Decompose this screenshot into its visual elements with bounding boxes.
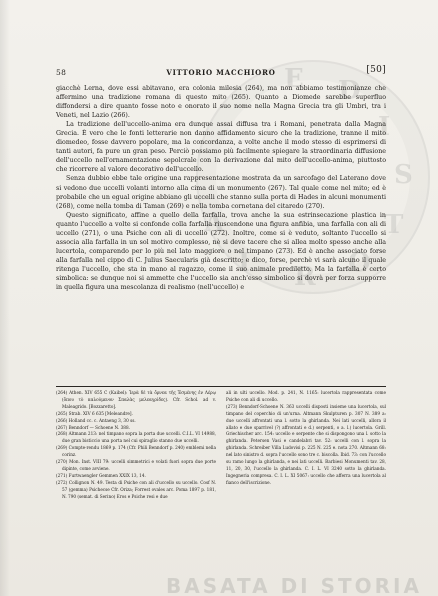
footnotes-right-column: [226, 390, 386, 501]
footnote: (265) Strab. XIV 6 635 [Meleandre].: [56, 410, 133, 416]
footnote: ali in ulti uccello. Mod. p. 241, N. 1165: lucertola rappresentata come Psiche con ali di uccello.: [226, 390, 386, 402]
footnote: (273) Benndorf-Schoene N. 363 uccelli disposti insieme una lucertola, sul timpano del coperchio di un'urna. Altmann Skulpturen p. 307 N. 389 a: due uccelli affrontati una l. sotto la ghirlanda. Nei lati uccelli, allora il allato e due sparrivel (?) affrontati e d.) serpenti, o a. l.) lucertola. Grill. Griechischer arc. 154: uccello e serpente che si dispongono una l. sotto la ghirlanda. Petersen Vasi e candelabri tav. 52: uccelli con l. sopra la ghirlanda. Schreiber Villa Ludovisi p. 225 N. 225 e. nota 270. Altmann 68: nel lato sinistro d. sopra l'uccello sono tre c. biscolla. Ibid. 73: con l'uccello su ramo lungo la ghirlanda, e nei lati uccelli. Barbiesi Monumenti tav. 28, 11, 20, 30, l'uccello la ghirlanda. C. I. L. VI 3240 sotto la ghirlanda. Ingegneria compresa. C. I. L. XI 5067: uccello che afferra una lucertola al fianco dell'iscrizione.: [226, 403, 386, 485]
paragraph: Senza dubbio ebbe tale origine una rappresentazione mostrata da un sarcofago del Laterano dove si vedono due uccelli volanti intorno alla cima di un monumento (267). Tal quale come nel mito; ed è probabile che un egual origine abbiano gli uccelli che stanno sulla porta di Hades in alcuni monumenti (268), come nella tomba di Taman (269) e nella tomba cornetana del citaredo (270).: [56, 175, 386, 210]
footnote: (268) Altmann 213: nel timpano sopra la porta due uccelli. C.I.L. VI 14988, due gran bisticcio una porta nel cui spiraglio stanno due uccelli.: [56, 431, 216, 444]
footnotes-left-column: [56, 390, 216, 501]
footnotes: [56, 390, 386, 501]
footnote: (271) Furtwaengler Gemmen XXIX 13, 14.: [56, 472, 146, 478]
footnote: (270) Mon. Inst. VIII 79: uccelli simmetrici e volati fuori sopra due porte dipinte, come avviene.: [56, 459, 216, 471]
footnote-separator: [56, 386, 386, 387]
footnote: (269) Compte-rendu 1869 p. 174 (Cfr. Phili Benndorf p. 240) emblemi nella corinz.: [56, 445, 216, 458]
gutter-shadow: [0, 0, 10, 596]
paragraph: giacchè Lerna, dove essi abitavano, era colonia milesia (264), ma non abbiamo testimonianze che affermino una tradizione romana di questo mito (265). Quanto a Diomede sarebbe superfluo diffondersi a dire quanto fosse noto e onorato il suo nome nella Magna Grecia tra gli Umbri, tra i Veneti, nel Lazio (266).: [56, 85, 386, 120]
bottom-watermark-text: BASATA DI STORIA: [166, 574, 422, 596]
footnote: (264) Athen. XIV 655 C (Kaibel): Ἱερὰ δὲ τὰ ὄρνεα τῆς Ἑσμένης ἐν Λέρῳ (ὅπου τὸ καλούμενον Σπαλὰς μελεαγρίδες). Cfr. Schol. ad v. Maleagrido. [Bozzaretto].: [56, 390, 216, 409]
footnote: (272) Collignon N. 49. Testa di Psiche con ali d'uccello su uccello. Cosf N. 57 (gemma) Psichecse Cfr. Oriza; Forrest ovales arc. Poma 1897 p. 181, N. 790 (semat. di Serino) Eros e Psiche resi e due: [56, 479, 216, 499]
paragraph: Questo significato, affine a quello della farfalla, trova anche la sua estrinsecazione plastica in quanto l'uccello a volte si confonde colla farfalla riuscendone una figura anfibia, una farfalla con ali di uccello (271), o una Psiche con ali di uccello (272). Inoltre, come si è veduto, soltanto l'uccello si associa alla farfalla in un sol motivo complesso, nè si deve tacere che si allea molto spesso anche alla lucertola, comparendo per lo più nel lato maggiore o nel timpano (273). Ed è anche associato forse alla farfalla nel cippo di C. Julius Saecularis già descritto; e dico, forse, perchè vi sarà alcuno il quale ritenga l'uccello, che sta in mano al ragazzo, come il suo animale prediletto. Ma la farfalla è certo simbolica: se dunque noi si ammette che l'uccello sia anch'esso simbolico si dovrà per forza supporre in quella figura una mescolanza di realismo (nell'uccello) e: [56, 211, 386, 292]
running-title: VITTORIO MACCHIORO: [166, 68, 276, 77]
section-number: [50]: [366, 65, 386, 75]
running-head: [56, 65, 386, 80]
library-seal-watermark: E D I S T O R I A: [196, 60, 430, 294]
paragraph: La tradizione dell'uccello-anima era dunque assai diffusa tra i Romani, penetrata dalla Magna Grecia. È vero che le fonti letterarie non danno affidamento sicuro che la tradizione, tranne il mito diomedeo, fosse davvero popolare, ma la concordanza, a volte anche il modo stesso di esprimersi di tanti autori, fa pure un gran peso. Perciò possiamo più facilmente spiegare la straordinaria diffusione dell'uccello nell'ornamentazione sepolcrale con la derivazione dal mito dell'uccello-anima, piuttosto che ricorrere al valore decorativo dell'uccello.: [56, 121, 386, 174]
footnote: (266) Holland cc. c. Antaeng 3, 30 ss.: [56, 417, 136, 423]
footnote: (267) Benndorf — Schoene N. 388.: [56, 424, 130, 430]
document-page: [56, 52, 418, 552]
body-text: [56, 84, 386, 292]
page-number: 58: [56, 68, 67, 77]
